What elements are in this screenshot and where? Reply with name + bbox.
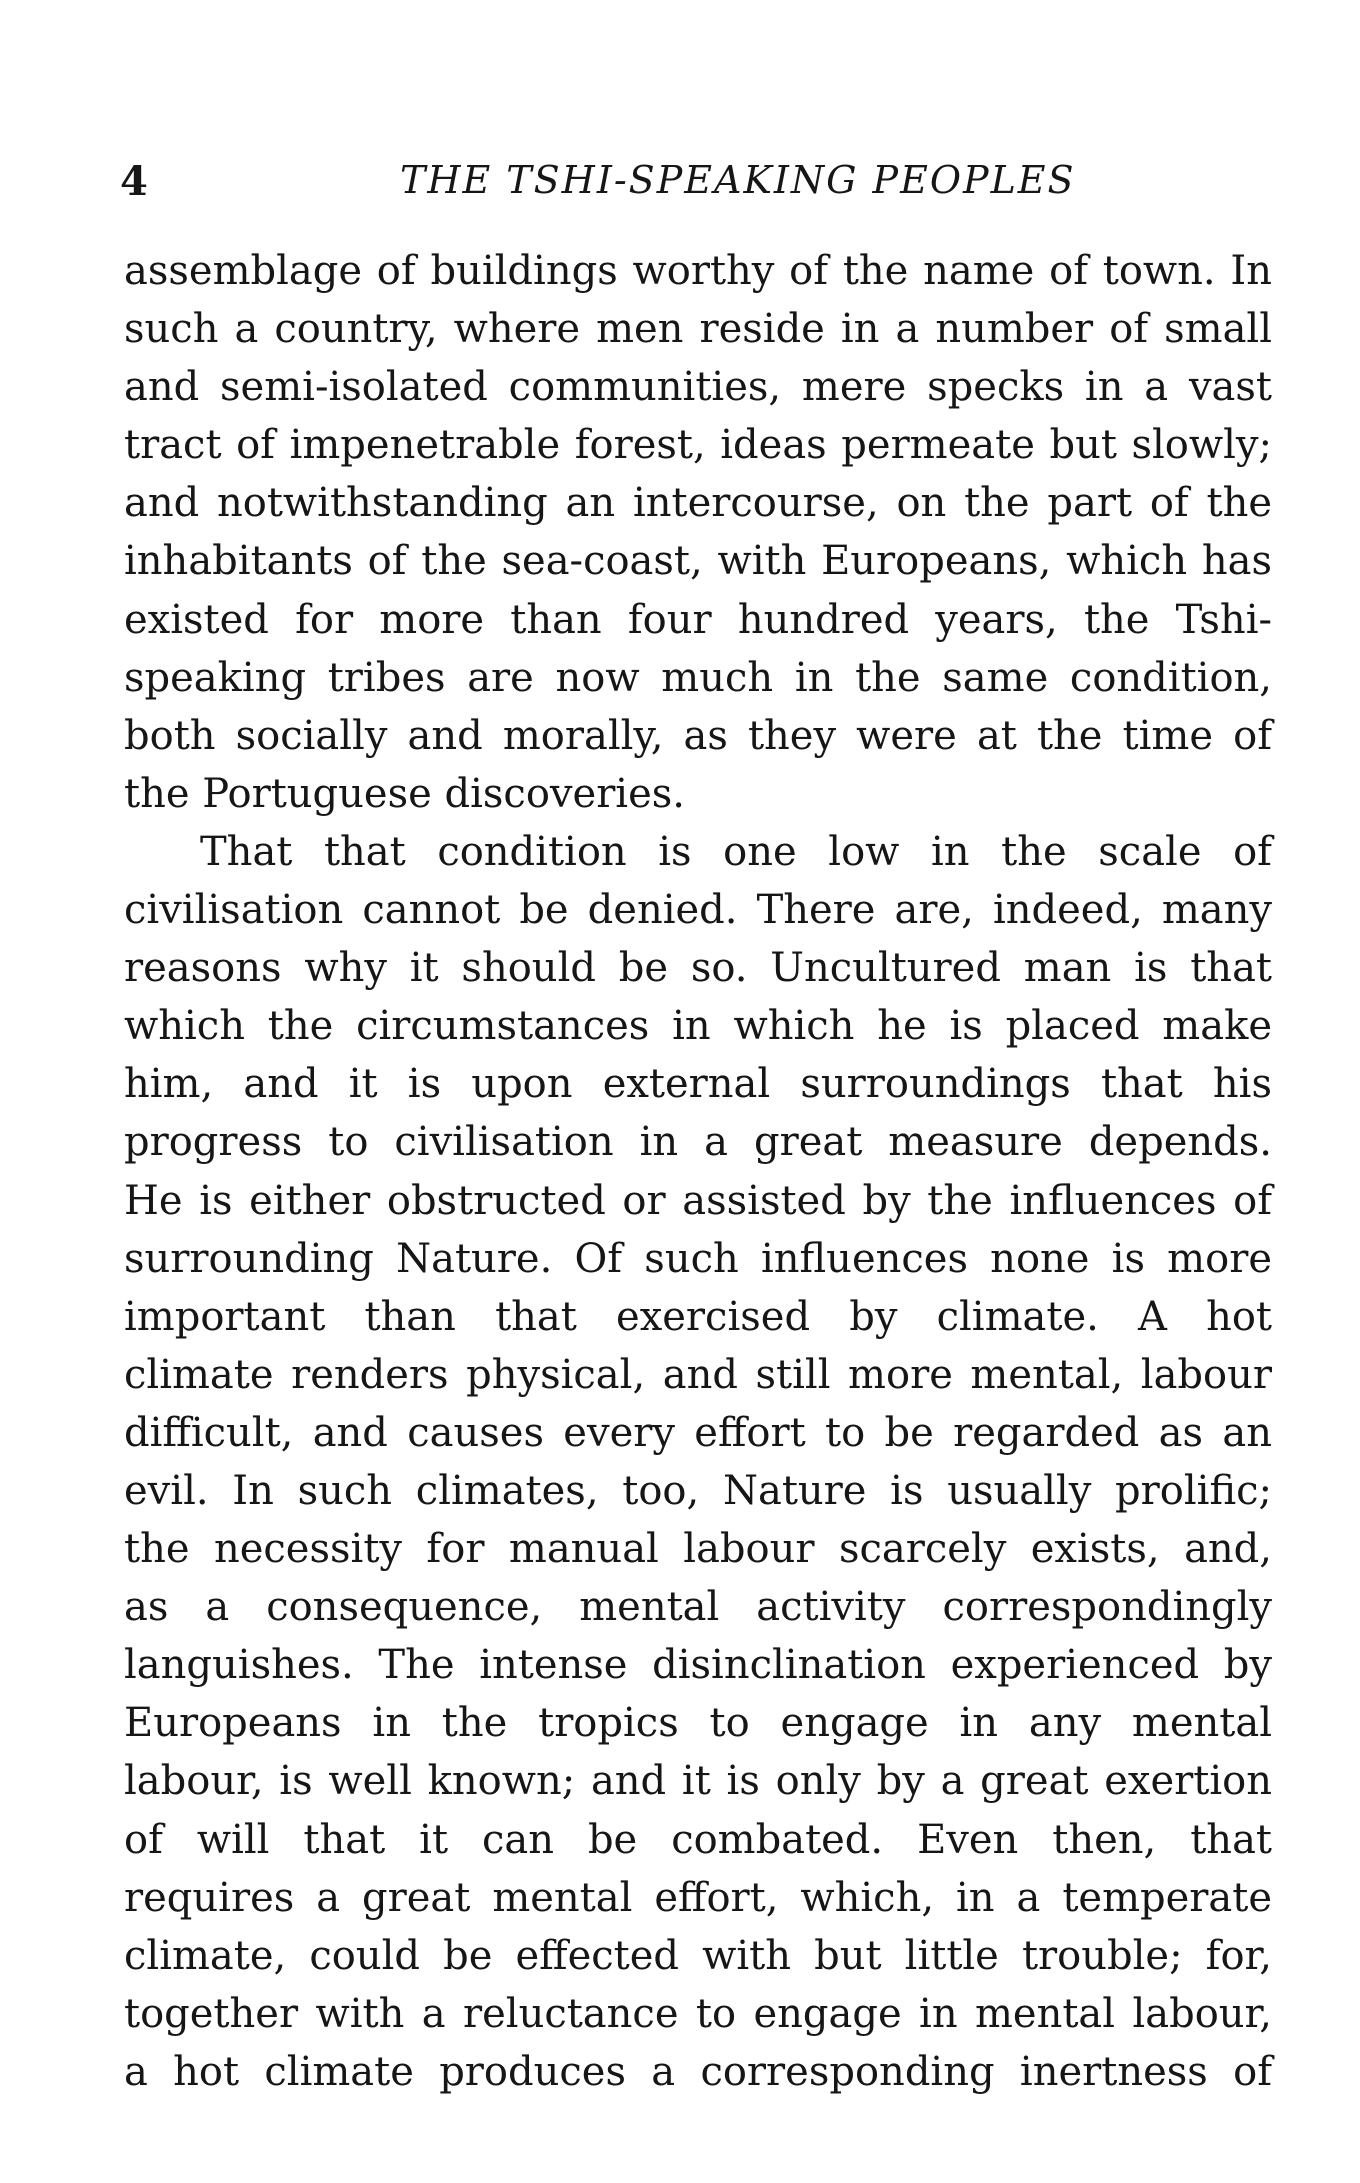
text-line-paragraph-start: That that condition is one low in the scale of xyxy=(200,828,1272,875)
text-line: inhabitants of the sea-coast, with Europeans, which has xyxy=(124,538,1272,585)
text-line: as a consequence, mental activity correspondingly xyxy=(124,1584,1272,1631)
running-title: THE TSHI-SPEAKING PEOPLES xyxy=(400,158,1076,202)
text-line: speaking tribes are now much in the same condition, xyxy=(124,654,1272,701)
text-line: He is either obstructed or assisted by the influences of xyxy=(124,1177,1272,1224)
text-line: important than that exercised by climate. A hot xyxy=(124,1293,1272,1340)
text-line: requires a great mental effort, which, in a temperate xyxy=(124,1874,1272,1921)
text-line: Europeans in the tropics to engage in any mental xyxy=(124,1700,1272,1747)
text-line: tract of impenetrable forest, ideas permeate but slowly; xyxy=(124,422,1272,469)
page-number: 4 xyxy=(120,158,148,205)
text-line: a hot climate produces a corresponding inertness of xyxy=(124,2048,1272,2095)
text-line: the necessity for manual labour scarcely exists, and, xyxy=(124,1526,1272,1573)
text-line: progress to civilisation in a great measure depends. xyxy=(124,1119,1272,1166)
text-line: climate renders physical, and still more mental, labour xyxy=(124,1351,1272,1398)
text-line: together with a reluctance to engage in mental labour, xyxy=(124,1990,1272,2037)
text-line: difficult, and causes every effort to be regarded as an xyxy=(124,1409,1272,1456)
text-line: existed for more than four hundred years, the Tshi- xyxy=(124,596,1272,643)
text-line: labour, is well known; and it is only by a great exertion xyxy=(124,1758,1272,1805)
text-line-paragraph-end: the Portuguese discoveries. xyxy=(124,770,686,817)
text-line: both socially and morally, as they were at the time of xyxy=(124,712,1272,759)
text-line: of will that it can be combated. Even then, that xyxy=(124,1816,1272,1863)
body-text xyxy=(124,242,1272,2101)
text-line: surrounding Nature. Of such influences none is more xyxy=(124,1235,1272,1282)
text-line: and semi-isolated communities, mere specks in a vast xyxy=(124,364,1272,411)
text-line: and notwithstanding an intercourse, on the part of the xyxy=(124,480,1272,527)
text-line: reasons why it should be so. Uncultured man is that xyxy=(124,945,1272,992)
page-header xyxy=(120,158,1270,208)
text-line: evil. In such climates, too, Nature is usually prolific; xyxy=(124,1467,1272,1514)
text-line: assemblage of buildings worthy of the name of town. In xyxy=(124,248,1272,294)
text-line: climate, could be effected with but little trouble; for, xyxy=(124,1932,1272,1979)
text-line: such a country, where men reside in a number of small xyxy=(124,306,1272,353)
text-line: civilisation cannot be denied. There are, indeed, many xyxy=(124,887,1272,934)
text-line: which the circumstances in which he is placed make xyxy=(124,1003,1272,1050)
text-line: him, and it is upon external surroundings that his xyxy=(124,1061,1272,1108)
text-line: languishes. The intense disinclination experienced by xyxy=(124,1642,1272,1689)
